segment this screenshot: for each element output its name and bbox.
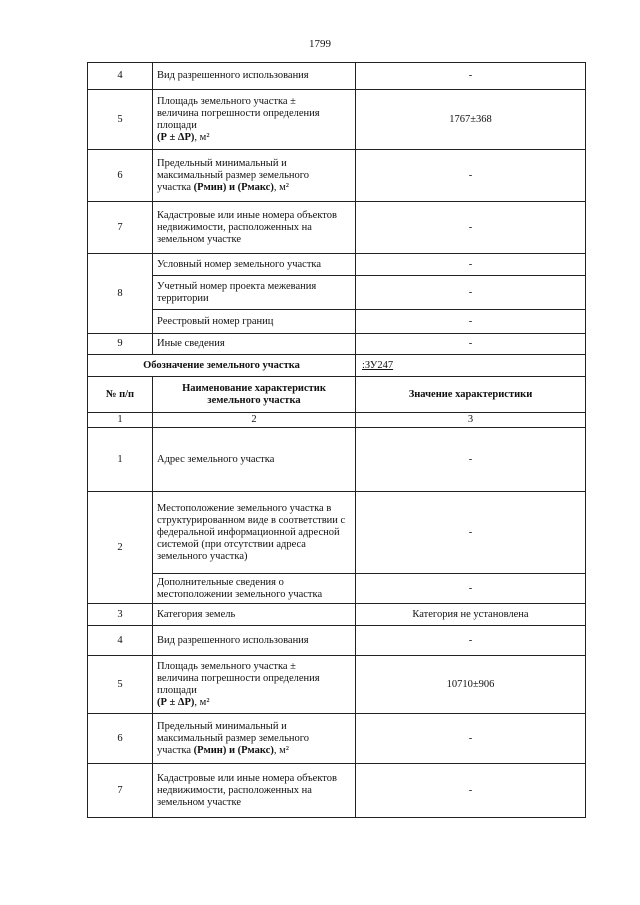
characteristic-name: Дополнительные сведения о местоположении земельного участка [153, 574, 356, 604]
characteristic-name: Адрес земельного участка [153, 428, 356, 492]
table-row [88, 764, 586, 818]
characteristic-value: - [356, 150, 586, 202]
characteristic-value: - [356, 254, 586, 276]
table-row [88, 254, 586, 276]
characteristic-name: Категория земель [153, 604, 356, 626]
table-row [88, 150, 586, 202]
designation-value: :ЗУ247 [356, 355, 586, 377]
column-index: 1 [88, 413, 153, 428]
row-number: 1 [88, 428, 153, 492]
characteristic-name: Предельный минимальный и максимальный размер земельного участка (Рмин) и (Рмакс), м² [153, 150, 356, 202]
column-header-number: № п/п [88, 377, 153, 413]
characteristic-value: - [356, 310, 586, 334]
table-row [88, 202, 586, 254]
characteristic-name: Реестровый номер границ [153, 310, 356, 334]
characteristic-name: Иные сведения [153, 334, 356, 355]
table-row [88, 276, 586, 310]
row-number: 5 [88, 656, 153, 714]
table-row [88, 626, 586, 656]
characteristic-value: 1767±368 [356, 90, 586, 150]
characteristic-value: - [356, 276, 586, 310]
designation-label: Обозначение земельного участка [88, 355, 356, 377]
characteristic-value: Категория не установлена [356, 604, 586, 626]
characteristic-name: Условный номер земельного участка [153, 254, 356, 276]
characteristic-name: Местоположение земельного участка в структурированном виде в соответствии с федеральной информационной адресной системой (при отсутствии адреса земельного участка) [153, 492, 356, 574]
row-number: 6 [88, 714, 153, 764]
characteristic-name: Предельный минимальный и максимальный размер земельного участка (Рмин) и (Рмакс), м² [153, 714, 356, 764]
characteristic-value: - [356, 574, 586, 604]
characteristic-name: Учетный номер проекта межевания территории [153, 276, 356, 310]
column-index: 3 [356, 413, 586, 428]
row-number: 5 [88, 90, 153, 150]
row-number: 2 [88, 492, 153, 604]
column-header-name: Наименование характеристик земельного участка [153, 377, 356, 413]
table-row [88, 90, 586, 150]
row-number: 4 [88, 626, 153, 656]
characteristic-value: - [356, 334, 586, 355]
characteristic-value: - [356, 626, 586, 656]
row-number: 7 [88, 202, 153, 254]
row-number: 8 [88, 254, 153, 334]
characteristic-name: Кадастровые или иные номера объектов недвижимости, расположенных на земельном участке [153, 202, 356, 254]
table-header-row [88, 377, 586, 413]
table-row [88, 714, 586, 764]
characteristic-value: 10710±906 [356, 656, 586, 714]
characteristic-value: - [356, 714, 586, 764]
row-number: 9 [88, 334, 153, 355]
table-row [88, 334, 586, 355]
characteristic-name: Вид разрешенного использования [153, 63, 356, 90]
row-number: 6 [88, 150, 153, 202]
characteristic-name: Кадастровые или иные номера объектов недвижимости, расположенных на земельном участке [153, 764, 356, 818]
characteristic-value: - [356, 492, 586, 574]
table-row [88, 63, 586, 90]
characteristic-name: Площадь земельного участка ± величина погрешности определения площади (Р ± ΔР), м² [153, 90, 356, 150]
designation-row [88, 355, 586, 377]
table-row [88, 656, 586, 714]
characteristic-value: - [356, 428, 586, 492]
table-row [88, 310, 586, 334]
characteristic-value: - [356, 63, 586, 90]
characteristic-name: Площадь земельного участка ± величина погрешности определения площади (Р ± ΔР), м² [153, 656, 356, 714]
row-number: 7 [88, 764, 153, 818]
characteristic-name: Вид разрешенного использования [153, 626, 356, 656]
table-row [88, 574, 586, 604]
table-row [88, 492, 586, 574]
column-index: 2 [153, 413, 356, 428]
land-plot-table [87, 62, 586, 818]
characteristic-value: - [356, 202, 586, 254]
table-row [88, 604, 586, 626]
column-header-value: Значение характеристики [356, 377, 586, 413]
table-row [88, 428, 586, 492]
column-index-row [88, 413, 586, 428]
row-number: 4 [88, 63, 153, 90]
characteristic-value: - [356, 764, 586, 818]
page-number: 1799 [309, 38, 331, 50]
row-number: 3 [88, 604, 153, 626]
